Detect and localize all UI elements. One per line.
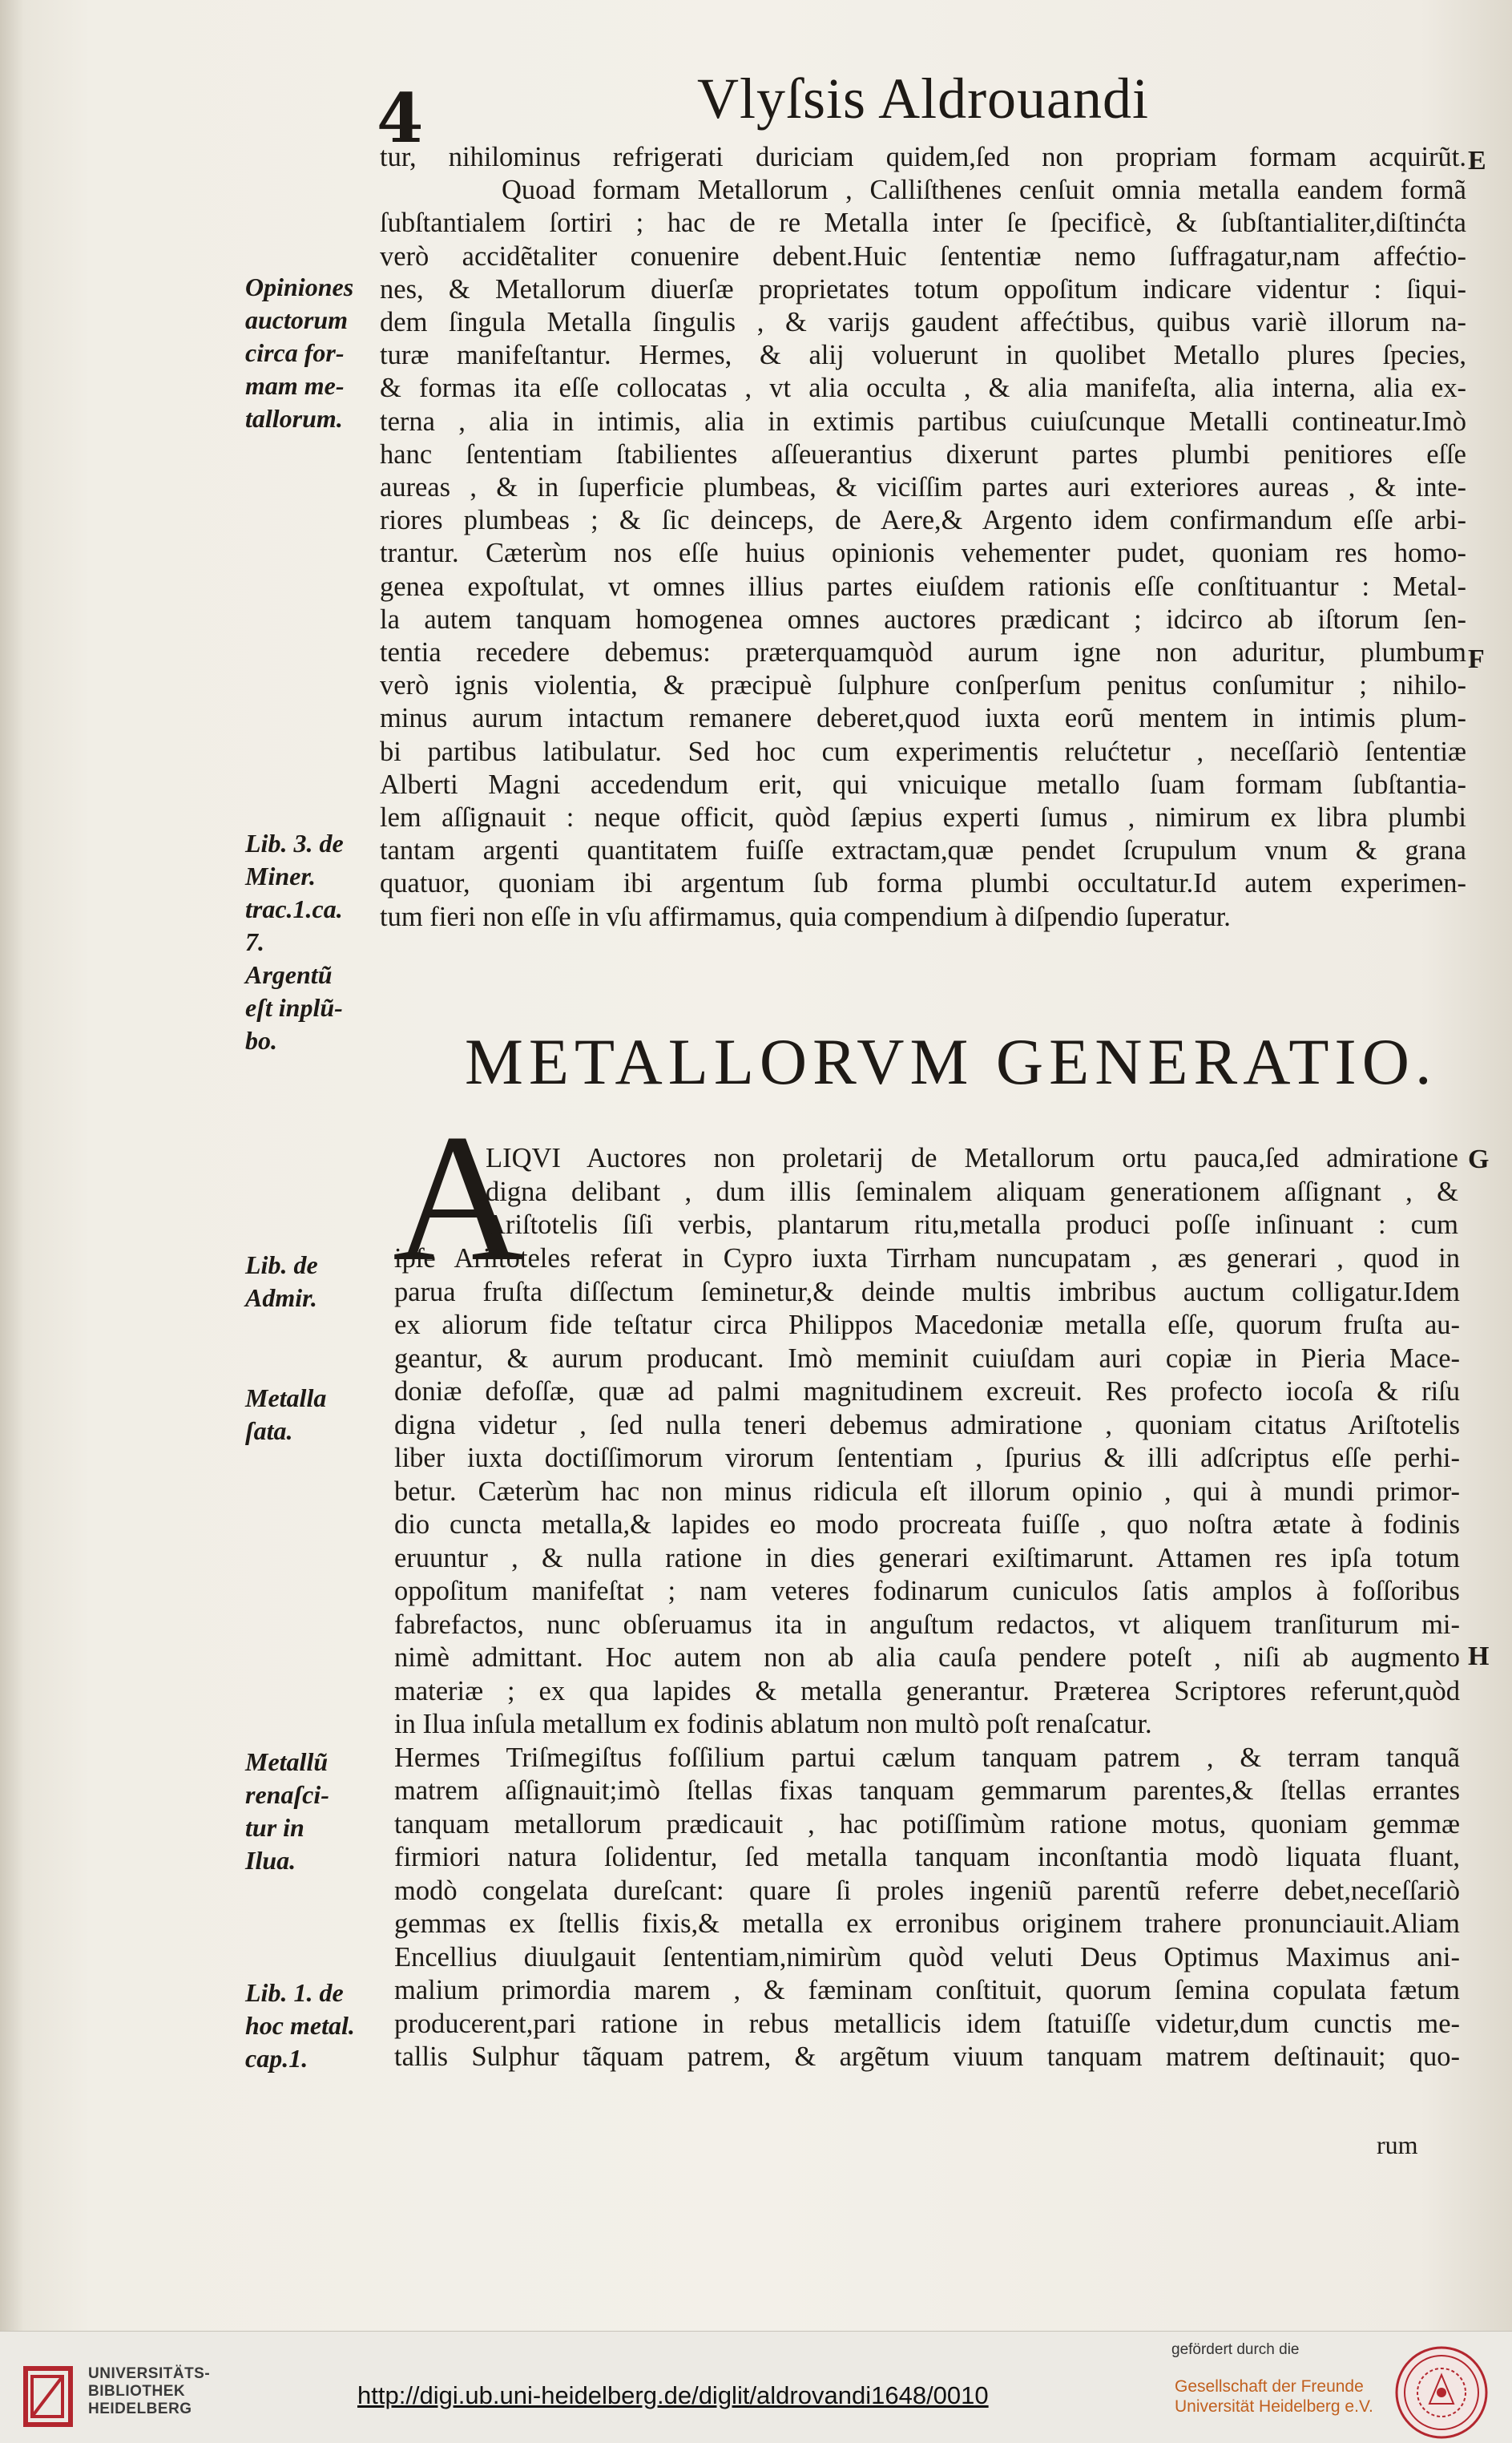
- text-line: dio cuncta metalla,& lapides eo modo procreata fuiſſe , quo noſtra ætate à fodinis: [394, 1509, 1460, 1540]
- text-line: turæ manifeſtantur. Hermes, & alij voluerunt in quolibet Metallo plures ſpecies,: [380, 340, 1466, 371]
- text-line: LIQVI Auctores non proletarij de Metallorum ortu pauca,ſed admiratione: [486, 1143, 1458, 1173]
- text-line: firmiori natura ſolidentur, ſed metalla tanquam inconſtantia modò liquata fluant,: [394, 1842, 1460, 1872]
- section-title: METALLORVM GENERATIO.: [465, 1025, 1437, 1098]
- text-line: nes, & Metallorum diuerſæ proprietates totum oppoſitum indicare videntur : ſiqui-: [380, 273, 1466, 305]
- text-line: digna delibant , dum illis ſeminalem aliquam generationem aſſignant , &: [486, 1176, 1458, 1207]
- side-letter: F: [1468, 644, 1485, 674]
- text-line: malium primordia marem , & fæminam conſtituit, quorum ſemina copulata fætum: [394, 1975, 1460, 2005]
- text-line: betur. Cæterùm hac non minus ridicula eſt illorum opinio , qui à mundi primor-: [394, 1476, 1460, 1507]
- margin-note: Metalla ſata.: [245, 1383, 327, 1445]
- text-line: Ariſtotelis ſiſi verbis, plantarum ritu,metalla produci poſſe inſinuant : cum: [486, 1209, 1458, 1240]
- text-line: geantur, & aurum producant. Imò meminit cuiuſdam auri copiæ in Pieria Mace-: [394, 1343, 1460, 1374]
- text-line: ipſe Ariſtoteles referat in Cypro iuxta Tirrham nuncupatam , æs generari , quod in: [394, 1243, 1460, 1274]
- text-line: bi partibus latibulatur. Sed hoc cum experimentis relućtetur , neceſſariò ſententiæ: [380, 736, 1466, 767]
- text-line: Encellius diuulgauit ſententiam,nimirùm quòd veluti Deus Optimus Maximus ani-: [394, 1941, 1460, 1973]
- text-line: trantur. Cæterùm nos eſſe huius opinionis vehementer pudet, quoniam res homo-: [380, 538, 1466, 569]
- margin-note: Lib. 1. de hoc metal. cap.1.: [245, 1978, 355, 2073]
- text-line: genea expoſtulat, vt omnes illius partes eiuſdem rationis eſſe conſtituantur : Metal-: [380, 571, 1466, 602]
- drop-cap: A: [393, 1097, 525, 1299]
- text-line: tentia recedere debemus: præterquamquòd aurum igne non aduritur, plumbum: [380, 637, 1466, 668]
- side-letter: G: [1468, 1145, 1490, 1174]
- text-line: in Ilua inſula metallum ex fodinis ablatum non multò poſt renaſcatur.: [394, 1709, 1152, 1739]
- text-line: hanc ſententiam ſtabilientes aſſeuerantius dixerunt partes plumbi penitiores eſſe: [380, 438, 1466, 470]
- text-line: gemmas ex ſtellis fixis,& metalla ex erronibus originem trahere pronunciauit.Aliam: [394, 1908, 1460, 1939]
- library-logo-icon: [14, 2364, 80, 2429]
- permalink-url[interactable]: http://digi.ub.uni-heidelberg.de/diglit/aldrovandi1648/0010: [357, 2381, 989, 2409]
- text-line: quatuor, quoniam ibi argentum ſub forma plumbi occultatur.Id autem experimen-: [380, 868, 1466, 899]
- side-letter: H: [1468, 1641, 1490, 1671]
- text-line: dem ſingula Metalla ſingulis , & varijs gaudent affećtibus, quibus variè illorum na-: [380, 307, 1466, 337]
- catchword: rum: [1377, 2130, 1418, 2159]
- margin-note: Lib. de Admir.: [245, 1250, 318, 1312]
- text-line: Quoad formam Metallorum , Calliſthenes cenſuit omnia metalla eandem formã: [502, 175, 1466, 206]
- university-seal-icon: [1391, 2344, 1492, 2441]
- text-line: & formas ita eſſe collocatas , vt alia occulta , & alia manifeſta, alia interna, alia ex-: [380, 373, 1466, 404]
- running-head: Vlyſsis Aldrouandi: [697, 67, 1150, 131]
- text-line: liber iuxta doctiſſimorum virorum ſententiam , ſpurius & illi adſcriptus eſſe perhi-: [394, 1443, 1460, 1473]
- margin-note: Lib. 3. de Miner. trac.1.ca. 7. Argentũ eſt inplũ- bo.: [245, 829, 344, 1055]
- text-line: terna , alia in intimis, alia in extimis partibus cuiuſcunque Metalli contineatur.Imò: [380, 406, 1466, 437]
- text-line: parua fruſta diſſectum ſeminetur,& deinde multis imbribus auctum colligatur.Idem: [394, 1276, 1460, 1307]
- text-line: matrem aſſignauit;imò ſtellas fixas tanquam gemmarum parentes,& ſtellas errantes: [394, 1775, 1460, 1806]
- text-line: lem aſſignauit : neque officit, quòd ſæpius experti ſumus , nimirum ex libra plumbi: [380, 802, 1466, 833]
- viewer-footer: [0, 2331, 1512, 2443]
- library-name: UNIVERSITÄTS- BIBLIOTHEK HEIDELBERG: [88, 2365, 211, 2417]
- text-line: verò accidẽtaliter conuenire debent.Huic ſententiæ nemo ſuffragatur,nam affećtio-: [380, 240, 1466, 272]
- page-number: 4: [377, 79, 424, 158]
- text-line: tum fieri non eſſe in vſu affirmamus, quia compendium à diſpendio ſuperatur.: [380, 901, 1231, 932]
- text-line: aureas , & in ſuperficie plumbeas, & viciſſim partes auri exteriores aureas , & inte-: [380, 472, 1466, 503]
- text-line: modò congelata dureſcant: quare ſi proles ingeniũ parentũ referre debet,neceſſariò: [394, 1875, 1460, 1906]
- text-line: producerent,pari ratione in rebus metallicis idem ſtatuiſſe videtur,dum cunctis me-: [394, 2008, 1460, 2039]
- sponsor-name: Gesellschaft der Freunde Universität Heidelberg e.V.: [1175, 2377, 1373, 2416]
- text-line: tur, nihilominus refrigerati duriciam quidem,ſed non propriam formam acquirũt.: [380, 142, 1466, 172]
- text-line: materiæ ; ex qua lapides & metalla generantur. Præterea Scriptores referunt,quòd: [394, 1675, 1460, 1706]
- text-line: ſubſtantialem ſortiri ; hac de re Metalla inter ſe ſpecificè, & ſubſtantialiter,diſtinćta: [380, 208, 1466, 239]
- text-line: tallis Sulphur tãquam patrem, & argẽtum viuum tanquam matrem deſtinauit; quo-: [394, 2041, 1460, 2072]
- text-line: Hermes Triſmegiſtus foſſilium partui cælum tanquam patrem , & terram tanquã: [394, 1742, 1460, 1773]
- text-line: Alberti Magni accedendum erit, qui vnicuique metallo ſuam formam ſubſtantia-: [380, 769, 1466, 800]
- text-line: fabrefactos, nunc obſeruamus ita in anguſtum redactos, vt aliquem tranſiturum mi-: [394, 1609, 1460, 1640]
- text-line: verò ignis violentia, & præcipuè ſulphure conſperſum penitus conſumitur ; nihilo-: [380, 670, 1466, 701]
- text-line: nimè admittant. Hoc autem non ab alia cauſa pendere poteſt , niſi ab augmento: [394, 1642, 1460, 1673]
- side-letter: E: [1468, 146, 1486, 176]
- sponsor-label: gefördert durch die: [1171, 2341, 1300, 2358]
- margin-note: Opiniones auctorum circa for- mam me- tallorum.: [245, 273, 354, 433]
- text-line: eruuntur , & nulla ratione in dies generari exiſtimarunt. Attamen res ipſa totum: [394, 1542, 1460, 1573]
- text-line: digna videtur , ſed nulla teneri debemus admiratione , quoniam citatus Ariſtotelis: [394, 1409, 1460, 1440]
- text-line: tanquam metallorum prædicauit , hac potiſſimùm ratione motus, quoniam gemmæ: [394, 1808, 1460, 1839]
- text-line: tantam argenti quantitatem fuiſſe extractam,quæ pendet ſcrupulum vnum & grana: [380, 835, 1466, 866]
- text-line: oppoſitum manifeſtat ; nam veteres fodinarum cuniculos ſatis amplos à foſſoribus: [394, 1576, 1460, 1606]
- text-line: ex aliorum fide teſtatur circa Philippos Macedoniæ metalla eſſe, quorum fruſta au-: [394, 1310, 1460, 1340]
- text-line: la autem tanquam homogenea omnes auctores prædicant ; idcirco ab iſtorum ſen-: [380, 604, 1466, 635]
- margin-note: Metallũ renaſci- tur in Ilua.: [245, 1747, 329, 1875]
- text-line: minus aurum intactum remanere deberet,quod iuxta eorũ mentem in intimis plum-: [380, 703, 1466, 734]
- text-line: doniæ defoſſæ, quæ ad palmi magnitudinem excreuit. Res profecto iocoſa & riſu: [394, 1376, 1460, 1407]
- text-line: riores plumbeas ; & ſic deinceps, de Aere,& Argento idem confirmandum eſſe arbi-: [380, 505, 1466, 536]
